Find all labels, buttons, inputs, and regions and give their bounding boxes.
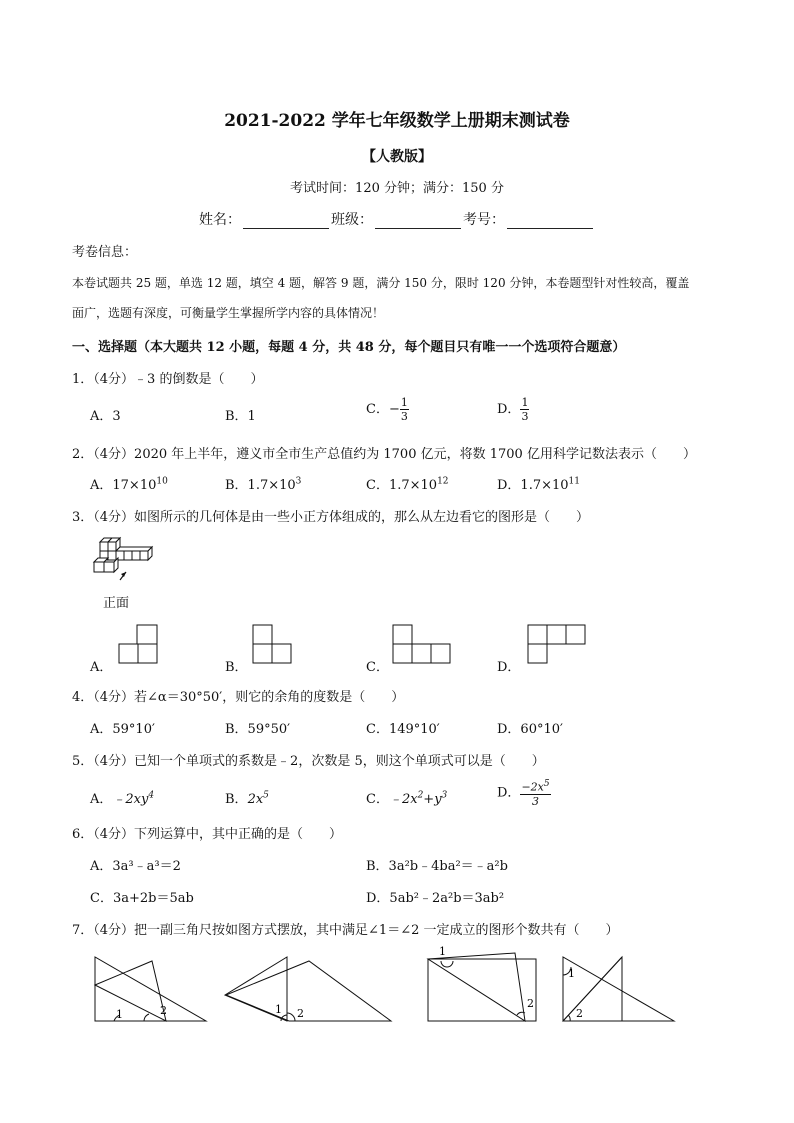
q3-option-c[interactable]: C． xyxy=(366,660,389,675)
q5-stem: 5．（4分）已知一个单项式的系数是﹣2，次数是 5，则这个单项式可以是（ ） xyxy=(72,754,545,769)
q4-option-c[interactable]: C．149°10′ xyxy=(366,722,440,737)
q3-solid-figure xyxy=(92,536,162,586)
q7-figure-3 xyxy=(425,943,543,1025)
svg-text:1: 1 xyxy=(275,1003,282,1016)
svg-text:1: 1 xyxy=(568,967,575,980)
q7-figure-2 xyxy=(225,955,395,1025)
q3-stem: 3．（4分）如图所示的几何体是由一些小正方体组成的，那么从左边看它的图形是（ ） xyxy=(72,510,590,525)
q5-option-c[interactable]: C．$﹣2x^2+y^3$ xyxy=(366,790,448,807)
q2-option-b[interactable]: B．$1.7\times 10^3$ xyxy=(225,476,302,493)
info-heading: 考卷信息： xyxy=(72,245,138,260)
q3-option-c-figure xyxy=(392,624,454,664)
q1-option-d[interactable]: D． $\frac{1}{3}$ xyxy=(497,396,529,423)
q6-option-b[interactable]: B．3a²b﹣4ba²＝﹣a²b xyxy=(366,859,508,874)
exam-time: 考试时间：120 分钟；满分：150 分 xyxy=(290,181,504,196)
page-title: 2021-2022 学年七年级数学上册期末测试卷 xyxy=(224,111,570,131)
q5-option-a[interactable]: A．$﹣2xy^4$ xyxy=(90,790,155,807)
svg-text:2: 2 xyxy=(576,1007,583,1020)
info-line-1: 本卷试题共 25 题，单选 12 题，填空 4 题，解答 9 题，满分 150 分，限时 120 分钟，本卷题型针对性较高，覆盖 xyxy=(72,276,690,290)
q2-stem: 2．（4分）2020 年上半年，遵义市全市生产总值约为 1700 亿元，将数 1700 亿用科学记数法表示（ ） xyxy=(72,447,696,462)
info-line-2: 面广，选题有深度，可衡量学生掌握所学内容的具体情况！ xyxy=(72,306,385,320)
q4-option-a[interactable]: A．59°10′ xyxy=(90,722,155,737)
q1-stem: 1．（4分）﹣3 的倒数是（ ） xyxy=(72,372,264,387)
q7-figure-4 xyxy=(562,955,678,1025)
q5-d-fraction: $\frac{-2x^5}{3}$ xyxy=(521,779,550,808)
q3-front-label: 正面 xyxy=(103,596,130,611)
svg-text:2: 2 xyxy=(297,1007,304,1020)
q3-option-d[interactable]: D． xyxy=(497,660,521,675)
q1-option-c[interactable]: C．− $\frac{1}{3}$ xyxy=(366,396,408,423)
q2-option-d[interactable]: D．$1.7\times 10^{11}$ xyxy=(497,476,580,493)
q2-option-c[interactable]: C．$1.7\times 10^{12}$ xyxy=(366,476,449,493)
q6-option-c[interactable]: C．3a+2b＝5ab xyxy=(90,891,194,906)
q3-option-b[interactable]: B． xyxy=(225,660,248,675)
svg-text:2: 2 xyxy=(160,1004,167,1017)
q7-stem: 7．（4分）把一副三角尺按如图方式摆放，其中满足∠1＝∠2 一定成立的图形个数共有（ ） xyxy=(72,923,619,938)
name-label: 姓名： xyxy=(199,212,241,228)
svg-text:2: 2 xyxy=(527,997,534,1010)
section-heading: 一、选择题（本大题共 12 小题，每题 4 分，共 48 分，每个题目只有唯一一个选项符合题意） xyxy=(72,340,626,355)
edition-label: 【人教版】 xyxy=(362,149,432,165)
class-blank[interactable] xyxy=(375,214,461,229)
name-blank[interactable] xyxy=(243,214,329,229)
q3-option-d-figure xyxy=(527,624,589,664)
q3-option-a-figure xyxy=(118,624,160,664)
q1-c-fraction: $\frac{1}{3}$ xyxy=(400,396,408,423)
q5-option-d[interactable]: D． $\frac{-2x^5}{3}$ xyxy=(497,779,550,808)
q4-stem: 4．（4分）若∠α＝30°50′，则它的余角的度数是（ ） xyxy=(72,690,405,705)
q3-option-a[interactable]: A． xyxy=(90,660,113,675)
q4-option-b[interactable]: B．59°50′ xyxy=(225,722,291,737)
q6-stem: 6．（4分）下列运算中，其中正确的是（ ） xyxy=(72,827,343,842)
class-label: 班级： xyxy=(331,212,373,228)
q5-option-b[interactable]: B．$2x^5$ xyxy=(225,790,269,807)
q7-figure-1 xyxy=(94,955,209,1025)
q1-d-fraction: $\frac{1}{3}$ xyxy=(521,396,529,423)
svg-text:1: 1 xyxy=(116,1008,123,1021)
q1-option-a[interactable]: A．3 xyxy=(90,409,121,424)
student-info-line xyxy=(0,209,794,229)
q3-option-b-figure xyxy=(252,624,294,664)
id-label: 考号： xyxy=(463,212,505,228)
q6-option-d[interactable]: D．5ab²﹣2a²b＝3ab² xyxy=(366,891,505,906)
q1-option-b[interactable]: B．1 xyxy=(225,409,256,424)
svg-text:1: 1 xyxy=(439,945,446,958)
id-blank[interactable] xyxy=(507,214,593,229)
q6-option-a[interactable]: A．3a³﹣a³＝2 xyxy=(90,859,181,874)
q4-option-d[interactable]: D．60°10′ xyxy=(497,722,563,737)
q2-option-a[interactable]: A．$17\times 10^{10}$ xyxy=(90,476,168,493)
